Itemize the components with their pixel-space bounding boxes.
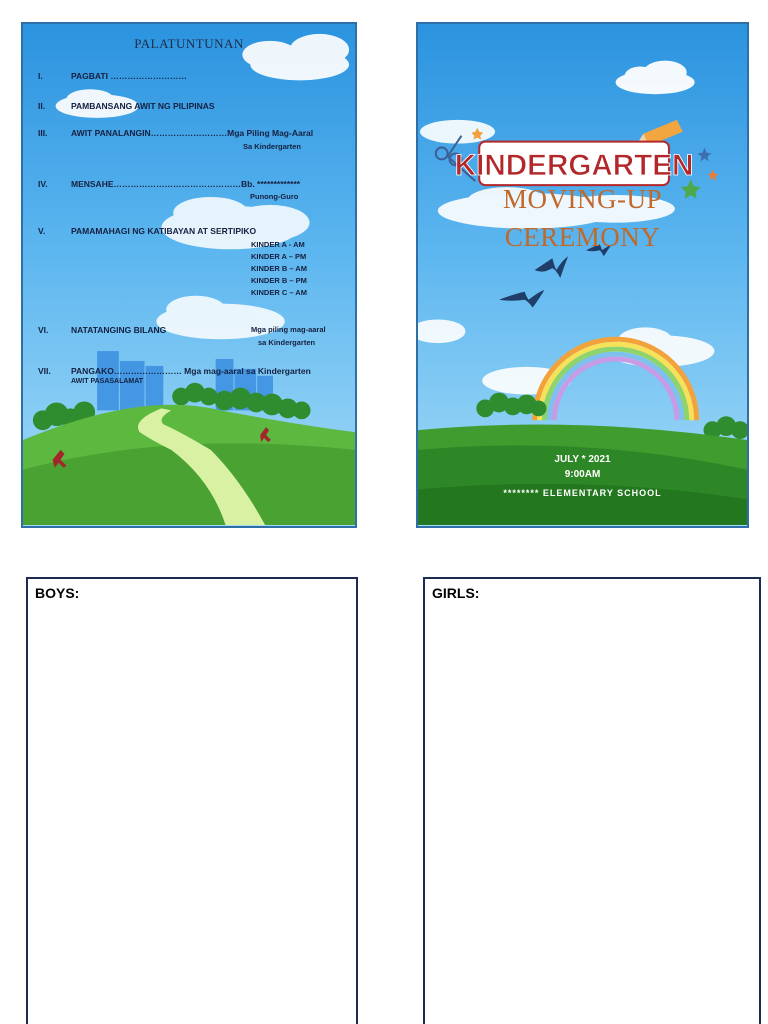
girls-label: GIRLS: bbox=[432, 585, 480, 601]
bird-icon bbox=[499, 244, 612, 307]
program-item-awit-panalangin: AWIT PANALANGIN………………………Mga Piling Mag-Aaral bbox=[71, 128, 314, 138]
program-sub-text: Sa Kindergarten bbox=[243, 142, 301, 151]
program-item-pagbati: PAGBATI ……………………… bbox=[71, 71, 187, 81]
cover-date: JULY * 2021 bbox=[554, 454, 611, 465]
program-sub-text: KINDER A - AM bbox=[251, 240, 305, 249]
program-sub-text: Mga piling mag-aaral bbox=[251, 325, 326, 334]
item-number: V. bbox=[38, 226, 46, 236]
program-item-mensahe: MENSAHE………………………………………Bb. ************* bbox=[71, 179, 301, 189]
item-number: III. bbox=[38, 128, 48, 138]
program-title: PALATUNTUNAN bbox=[134, 36, 244, 51]
program-sub-text: sa Kindergarten bbox=[258, 338, 316, 347]
program-sub-text: KINDER B – PM bbox=[251, 276, 307, 285]
girls-list-box bbox=[423, 577, 761, 1024]
program-item-pangako: PANGAKO…………………… Mga mag-aaral sa Kindergarten bbox=[71, 366, 311, 376]
cloud-icon bbox=[616, 61, 695, 95]
cover-panel bbox=[416, 22, 749, 528]
program-panel bbox=[21, 22, 357, 528]
program-item-natatanging-bilang: NATATANGING BILANG bbox=[71, 325, 167, 335]
program-landscape bbox=[23, 24, 355, 526]
program-sub-text: AWIT PASASALAMAT bbox=[71, 378, 144, 385]
item-number: VII. bbox=[38, 366, 51, 376]
cover-title-line2: CEREMONY bbox=[504, 222, 661, 252]
program-item-pambansang-awit: PAMBANSANG AWIT NG PILIPINAS bbox=[71, 101, 215, 111]
program-sub-text: KINDER C – AM bbox=[251, 288, 307, 297]
boys-label: BOYS: bbox=[35, 585, 80, 601]
program-sub-text: Punong-Guro bbox=[250, 192, 299, 201]
cover-school: ******** ELEMENTARY SCHOOL bbox=[503, 488, 662, 498]
item-number: I. bbox=[38, 71, 43, 81]
item-number: VI. bbox=[38, 325, 49, 335]
kindergarten-logo: KINDERGARTEN bbox=[454, 149, 694, 183]
program-item-pamamahagi: PAMAMAHAGI NG KATIBAYAN AT SERTIPIKO bbox=[71, 226, 257, 236]
program-sub-text: KINDER B – AM bbox=[251, 264, 307, 273]
cover-time: 9:00AM bbox=[564, 469, 601, 480]
item-number: II. bbox=[38, 101, 46, 111]
item-number: IV. bbox=[38, 179, 48, 189]
cover-landscape bbox=[418, 24, 747, 526]
program-sub-text: KINDER A – PM bbox=[251, 252, 307, 261]
boys-list-box bbox=[26, 577, 358, 1024]
cover-title-line1: MOVING-UP bbox=[503, 184, 662, 214]
